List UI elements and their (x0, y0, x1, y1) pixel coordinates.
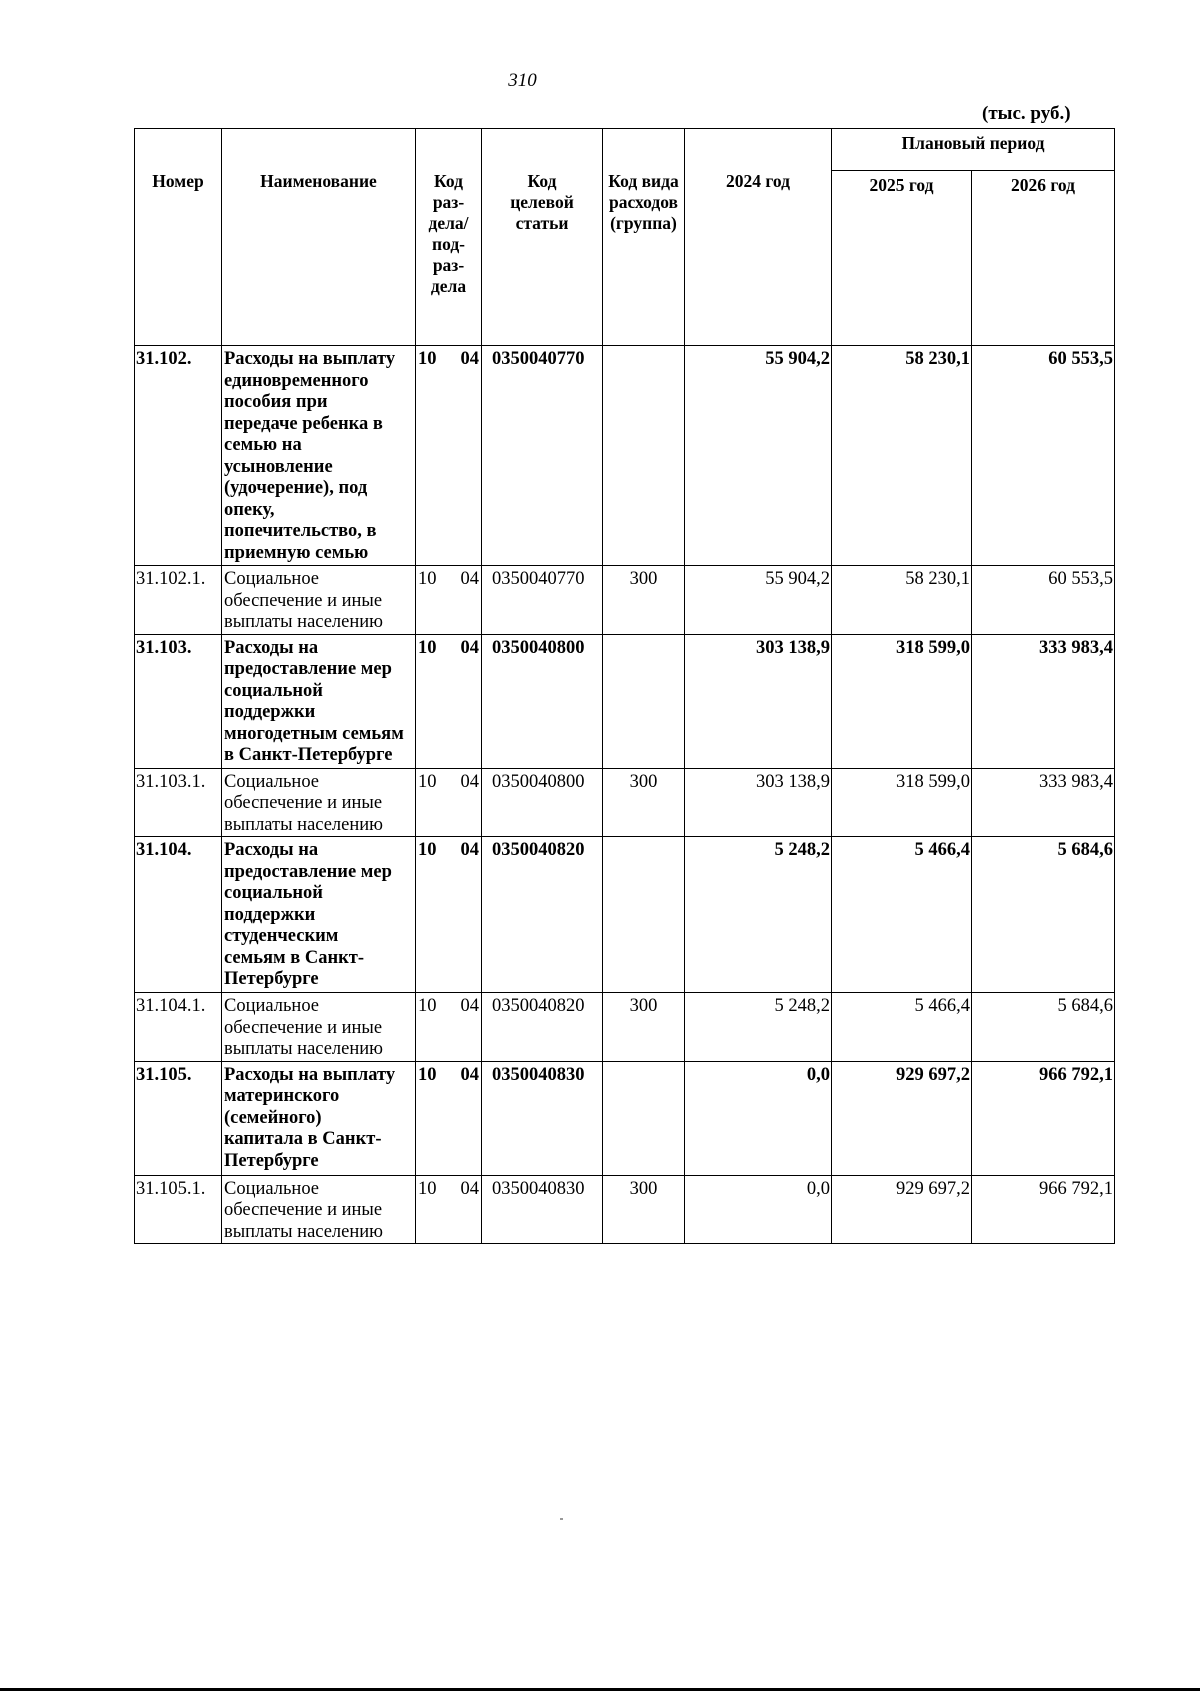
row-target-code: 0350040820 (482, 837, 603, 993)
row-value-2025: 318 599,0 (832, 634, 972, 768)
row-number: 31.103.1. (135, 768, 222, 837)
row-value-2025: 5 466,4 (832, 837, 972, 993)
row-value-2026: 333 983,4 (972, 768, 1115, 837)
units-label: (тыс. руб.) (982, 103, 1071, 124)
table-row (135, 1061, 1115, 1175)
row-target-code: 0350040830 (482, 1175, 603, 1244)
table-body (135, 346, 1115, 1244)
row-value-2025: 318 599,0 (832, 768, 972, 837)
row-target-code: 0350040830 (482, 1061, 603, 1175)
row-razdel: 10 (418, 771, 437, 792)
row-number: 31.104.1. (135, 993, 222, 1062)
row-razdel-cell (416, 768, 482, 837)
row-name-line: обеспечение и иные (224, 1200, 383, 1220)
budget-table (134, 128, 1115, 1244)
row-name-line: поддержки (224, 702, 316, 722)
row-name-line: единовременного (224, 370, 369, 391)
row-value-2025: 58 230,1 (832, 346, 972, 566)
row-razdel: 10 (418, 1064, 437, 1085)
row-name-line: обеспечение и иные (224, 1017, 383, 1038)
row-name-line: социальной (224, 680, 323, 701)
row-number: 31.104. (135, 837, 222, 993)
row-name (222, 346, 416, 566)
row-razdel-cell (416, 1175, 482, 1244)
row-value-2025: 5 466,4 (832, 993, 972, 1062)
header-name: Наименование (222, 129, 416, 346)
row-name (222, 566, 416, 635)
row-name-line: выплаты населению (224, 1039, 383, 1059)
row-name (222, 768, 416, 837)
row-kvr (603, 1061, 685, 1175)
row-value-2024: 303 138,9 (685, 768, 832, 837)
row-name-line: пособия при (224, 392, 328, 412)
row-podrazdel: 04 (460, 771, 479, 792)
scan-bottom-edge (0, 1688, 1200, 1691)
header-planned-period: Плановый период (832, 129, 1115, 171)
row-name-line: (семейного) (224, 1107, 322, 1128)
row-podrazdel: 04 (460, 840, 479, 860)
row-name (222, 1061, 416, 1175)
row-name-line: многодетным семьям (224, 723, 404, 744)
row-razdel: 10 (418, 840, 437, 860)
row-target-code: 0350040820 (482, 993, 603, 1062)
row-target-code: 0350040770 (482, 346, 603, 566)
table-row (135, 768, 1115, 837)
row-name-line: социальной (224, 883, 323, 903)
row-kvr: 300 (603, 566, 685, 635)
row-podrazdel: 04 (460, 1178, 479, 1199)
row-value-2024: 303 138,9 (685, 634, 832, 768)
row-name-line: Социальное (224, 996, 320, 1016)
row-target-code: 0350040800 (482, 634, 603, 768)
row-kvr: 300 (603, 993, 685, 1062)
row-name-line: опеку, (224, 499, 275, 520)
row-name-line: Петербурге (224, 969, 319, 989)
row-name-line: капитала в Санкт- (224, 1129, 382, 1149)
row-podrazdel: 04 (460, 349, 479, 369)
row-name-line: семью на (224, 435, 302, 455)
row-name-line: Расходы на (224, 637, 319, 658)
row-value-2026: 966 792,1 (972, 1175, 1115, 1244)
row-value-2024: 55 904,2 (685, 346, 832, 566)
row-razdel-cell (416, 346, 482, 566)
row-value-2024: 0,0 (685, 1175, 832, 1244)
row-razdel: 10 (418, 637, 437, 658)
row-name-line: Расходы на выплату (224, 349, 396, 369)
row-podrazdel: 04 (460, 1064, 479, 1085)
row-number: 31.105.1. (135, 1175, 222, 1244)
row-value-2026: 60 553,5 (972, 566, 1115, 635)
header-2024: 2024 год (685, 129, 832, 346)
row-name-line: (удочерение), под (224, 478, 368, 498)
row-kvr: 300 (603, 768, 685, 837)
row-podrazdel: 04 (460, 996, 479, 1016)
row-value-2024: 0,0 (685, 1061, 832, 1175)
row-name-line: приемную семью (224, 542, 369, 563)
row-razdel-cell (416, 837, 482, 993)
row-value-2026: 5 684,6 (972, 993, 1115, 1062)
row-value-2024: 55 904,2 (685, 566, 832, 635)
row-name-line: передаче ребенка в (224, 413, 383, 434)
row-name-line: студенческим (224, 926, 339, 946)
row-name-line: в Санкт-Петербурге (224, 745, 393, 765)
row-name-line: выплаты населению (224, 1221, 383, 1242)
row-name (222, 634, 416, 768)
row-name-line: Социальное (224, 1178, 320, 1199)
row-value-2025: 58 230,1 (832, 566, 972, 635)
header-2025: 2025 год (832, 171, 972, 346)
row-number: 31.105. (135, 1061, 222, 1175)
header-razdel: Код раз- дела/ под- раз- дела (416, 129, 482, 346)
table-row (135, 566, 1115, 635)
row-razdel: 10 (418, 569, 437, 589)
row-razdel-cell (416, 1061, 482, 1175)
row-value-2024: 5 248,2 (685, 993, 832, 1062)
row-value-2025: 929 697,2 (832, 1175, 972, 1244)
row-target-code: 0350040800 (482, 768, 603, 837)
scan-speck (560, 1518, 563, 1520)
row-name-line: усыновление (224, 456, 333, 477)
row-name-line: Петербурге (224, 1150, 319, 1171)
row-name-line: материнского (224, 1086, 340, 1106)
table-row (135, 993, 1115, 1062)
row-name-line: Социальное (224, 771, 320, 792)
row-value-2025: 929 697,2 (832, 1061, 972, 1175)
row-number: 31.103. (135, 634, 222, 768)
row-target-code: 0350040770 (482, 566, 603, 635)
row-razdel-cell (416, 634, 482, 768)
row-name-line: Расходы на выплату (224, 1064, 396, 1085)
row-kvr (603, 634, 685, 768)
row-name-line: обеспечение и иные (224, 793, 383, 813)
row-value-2026: 60 553,5 (972, 346, 1115, 566)
row-kvr (603, 346, 685, 566)
row-name-line: поддержки (224, 904, 316, 925)
row-razdel-cell (416, 993, 482, 1062)
row-name-line: семьям в Санкт- (224, 947, 365, 968)
table-row (135, 837, 1115, 993)
header-kvr: Код вида расходов (группа) (603, 129, 685, 346)
header-target: Код целевой статьи (482, 129, 603, 346)
row-value-2026: 333 983,4 (972, 634, 1115, 768)
row-name-line: попечительство, в (224, 521, 377, 541)
row-value-2026: 966 792,1 (972, 1061, 1115, 1175)
table-header (135, 129, 1115, 346)
row-number: 31.102. (135, 346, 222, 566)
row-podrazdel: 04 (460, 569, 479, 589)
row-kvr (603, 837, 685, 993)
header-2026: 2026 год (972, 171, 1115, 346)
row-name-line: выплаты населению (224, 612, 383, 632)
header-number: Номер (135, 129, 222, 346)
row-name-line: предоставление мер (224, 861, 392, 882)
row-podrazdel: 04 (460, 637, 479, 658)
row-kvr: 300 (603, 1175, 685, 1244)
page-number: 310 (508, 70, 537, 91)
row-value-2024: 5 248,2 (685, 837, 832, 993)
row-razdel: 10 (418, 1178, 437, 1199)
row-razdel: 10 (418, 349, 437, 369)
table-row (135, 634, 1115, 768)
row-value-2026: 5 684,6 (972, 837, 1115, 993)
row-name-line: выплаты населению (224, 814, 383, 835)
row-name-line: предоставление мер (224, 659, 392, 679)
row-name-line: обеспечение и иные (224, 590, 383, 611)
row-name (222, 1175, 416, 1244)
row-name-line: Расходы на (224, 840, 319, 860)
table-row (135, 1175, 1115, 1244)
row-name-line: Социальное (224, 569, 320, 589)
row-number: 31.102.1. (135, 566, 222, 635)
row-name (222, 993, 416, 1062)
table-row (135, 346, 1115, 566)
row-razdel-cell (416, 566, 482, 635)
row-name (222, 837, 416, 993)
row-razdel: 10 (418, 996, 437, 1016)
